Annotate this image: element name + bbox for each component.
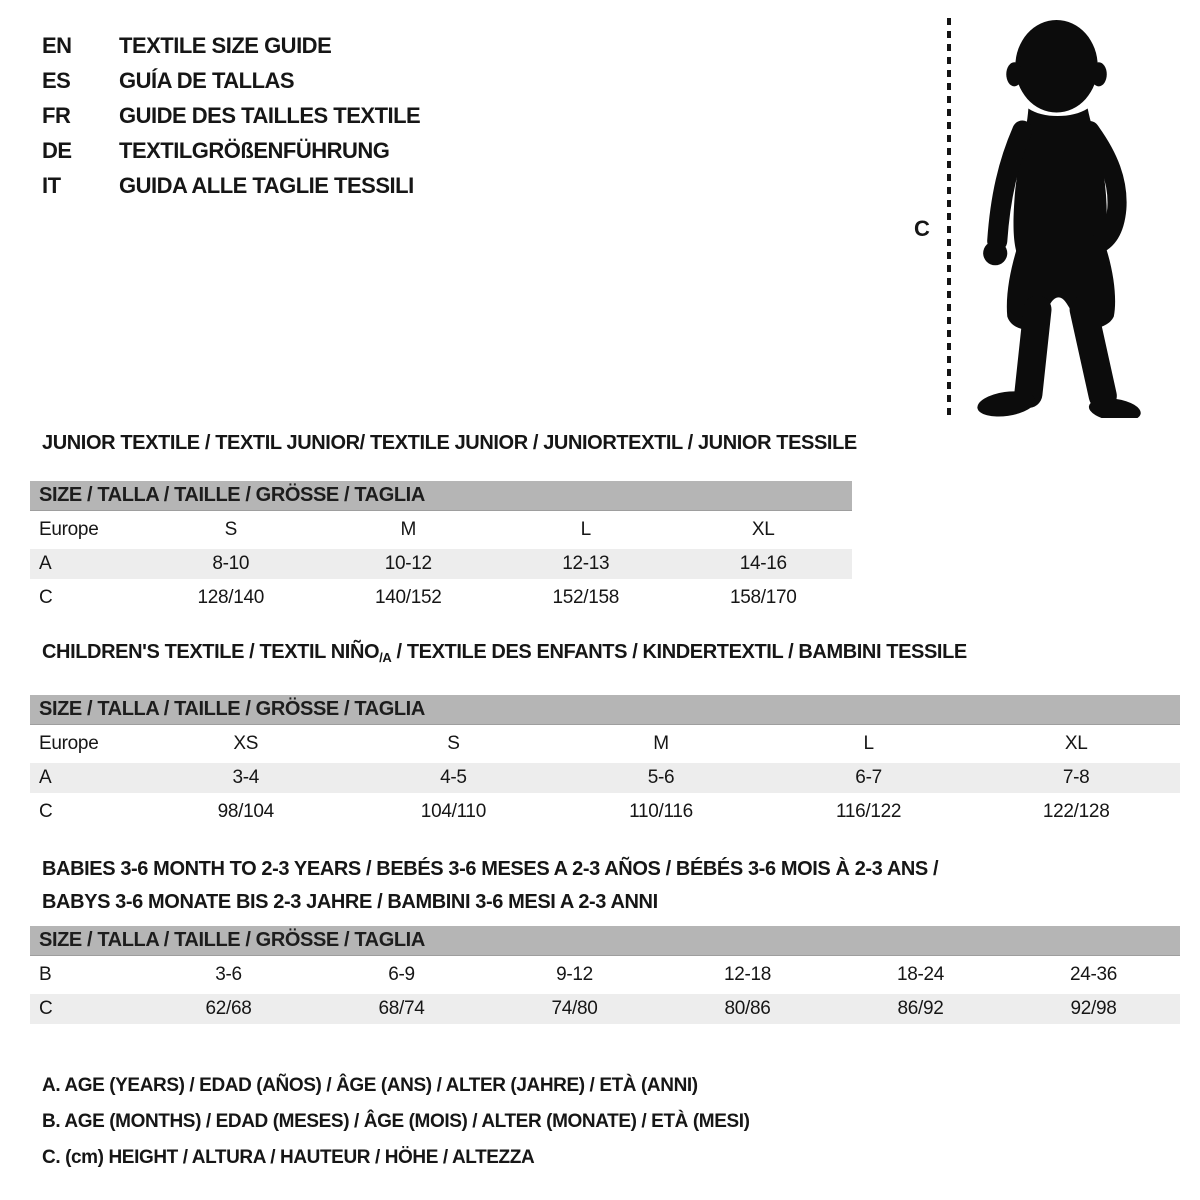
language-title-list: [42, 28, 420, 203]
table-cell: 12-18: [723, 964, 772, 985]
legend: [42, 1068, 750, 1176]
language-title: TEXTILE SIZE GUIDE: [119, 32, 332, 58]
table-cell: XL: [1064, 733, 1088, 754]
table-cell: 110/116: [629, 801, 693, 822]
language-row: [42, 28, 420, 63]
size-header-text: SIZE / TALLA / TAILLE / GRÖSSE / TAGLIA: [39, 929, 425, 951]
language-code: FR: [42, 102, 71, 128]
section-title: [42, 853, 1180, 919]
legend-line-a: A. AGE (YEARS) / EDAD (AÑOS) / ÂGE (ANS) / ALTER (JAHRE) / ETÀ (ANNI): [42, 1075, 698, 1096]
language-title: TEXTILGRÖßENFÜHRUNG: [119, 137, 390, 163]
table-cell: S: [224, 519, 237, 540]
table-cell: 92/98: [1070, 998, 1117, 1019]
table-cell: XL: [751, 519, 775, 540]
toddler-silhouette-icon: [963, 16, 1141, 418]
section-title-main: CHILDREN'S TEXTILE / TEXTIL NIÑO: [42, 641, 380, 663]
table-cell: 104/110: [420, 801, 486, 822]
table-cell: 24-36: [1069, 964, 1118, 985]
table-cell: 10-12: [384, 553, 432, 574]
table-row: [30, 729, 1180, 759]
table-row: [30, 763, 1180, 793]
table-cell: 158/170: [729, 587, 797, 608]
table-row: [30, 549, 852, 579]
row-label: C: [39, 587, 53, 608]
row-label: C: [39, 998, 53, 1019]
table-row: [30, 515, 852, 545]
table-cell: 152/158: [552, 587, 620, 608]
language-title: GUIDE DES TAILLES TEXTILE: [119, 102, 421, 128]
section-title-subscript: /A: [379, 650, 392, 665]
table-cell: S: [447, 733, 460, 754]
table-cell: 128/140: [197, 587, 265, 608]
table-cell: XS: [233, 733, 259, 754]
row-label: B: [39, 964, 52, 985]
section-title-line2: BABYS 3-6 MONATE BIS 2-3 JAHRE / BAMBINI 3-6 MESI A 2-3 ANNI: [42, 891, 658, 913]
height-measure-label: C: [914, 216, 930, 241]
language-code: ES: [42, 67, 71, 93]
language-code: DE: [42, 137, 72, 163]
table-row: [30, 797, 1180, 827]
table-cell: M: [653, 733, 669, 754]
table-row: [30, 994, 1180, 1024]
table-cell: 98/104: [217, 801, 274, 822]
table-cell: 12-13: [562, 553, 610, 574]
table-cell: 3-6: [215, 964, 242, 985]
table-cell: L: [863, 733, 874, 754]
section-childrens-textile: [30, 641, 1180, 827]
table-cell: 6-9: [388, 964, 415, 985]
junior-size-table: [30, 481, 852, 613]
table-cell: 9-12: [556, 964, 593, 985]
language-code: IT: [42, 172, 61, 198]
table-cell: 5-6: [647, 767, 675, 788]
table-cell: 116/122: [835, 801, 902, 822]
table-cell: 122/128: [1042, 801, 1110, 822]
legend-line-b: B. AGE (MONTHS) / EDAD (MESES) / ÂGE (MOIS) / ALTER (MONATE) / ETÀ (MESI): [42, 1111, 750, 1132]
size-header-bar: [30, 481, 852, 511]
table-cell: 3-4: [232, 767, 260, 788]
language-code: EN: [42, 32, 72, 58]
table-cell: 6-7: [855, 767, 882, 788]
language-row: [42, 133, 420, 168]
table-row: [30, 583, 852, 613]
size-header-text: SIZE / TALLA / TAILLE / GRÖSSE / TAGLIA: [39, 484, 425, 506]
table-cell: 86/92: [897, 998, 944, 1019]
language-row: [42, 98, 420, 133]
table-cell: 140/152: [374, 587, 442, 608]
row-label: C: [39, 801, 53, 822]
table-cell: 80/86: [724, 998, 771, 1019]
table-cell: 68/74: [378, 998, 425, 1019]
section-title: [42, 641, 1180, 669]
table-cell: 62/68: [205, 998, 252, 1019]
language-row: [42, 168, 420, 203]
table-cell: 74/80: [551, 998, 598, 1019]
section-title-rest: / TEXTILE DES ENFANTS / KINDERTEXTIL / BAMBINI TESSILE: [391, 641, 967, 663]
size-header-bar: [30, 926, 1180, 956]
table-cell: M: [400, 519, 417, 540]
row-label: A: [39, 767, 52, 788]
section-title: JUNIOR TEXTILE / TEXTIL JUNIOR/ TEXTILE JUNIOR / JUNIORTEXTIL / JUNIOR TESSILE: [42, 432, 857, 454]
row-label: Europe: [39, 733, 99, 754]
section-junior-textile: [30, 432, 857, 613]
section-title-line1: BABIES 3-6 MONTH TO 2-3 YEARS / BEBÉS 3-6 MESES A 2-3 AÑOS / BÉBÉS 3-6 MOIS À 2-3 ANS /: [42, 858, 939, 880]
table-cell: 7-8: [1062, 767, 1090, 788]
table-cell: L: [580, 519, 591, 540]
table-cell: 4-5: [440, 767, 467, 788]
size-header-bar: [30, 695, 1180, 725]
children-size-table: [30, 695, 1180, 827]
section-babies-textile: [30, 853, 1180, 1024]
table-cell: 14-16: [739, 553, 787, 574]
row-label: Europe: [39, 519, 99, 540]
row-label: A: [39, 553, 52, 574]
legend-line-c: C. (cm) HEIGHT / ALTURA / HAUTEUR / HÖHE / ALTEZZA: [42, 1147, 535, 1168]
language-title: GUÍA DE TALLAS: [119, 67, 295, 93]
height-dashed-line: [947, 18, 951, 418]
language-row: [42, 63, 420, 98]
size-header-text: SIZE / TALLA / TAILLE / GRÖSSE / TAGLIA: [39, 698, 425, 720]
table-cell: 8-10: [212, 553, 250, 574]
table-row: [30, 960, 1180, 990]
table-cell: 18-24: [896, 964, 945, 985]
language-title: GUIDA ALLE TAGLIE TESSILI: [119, 172, 414, 198]
babies-size-table: [30, 926, 1180, 1024]
